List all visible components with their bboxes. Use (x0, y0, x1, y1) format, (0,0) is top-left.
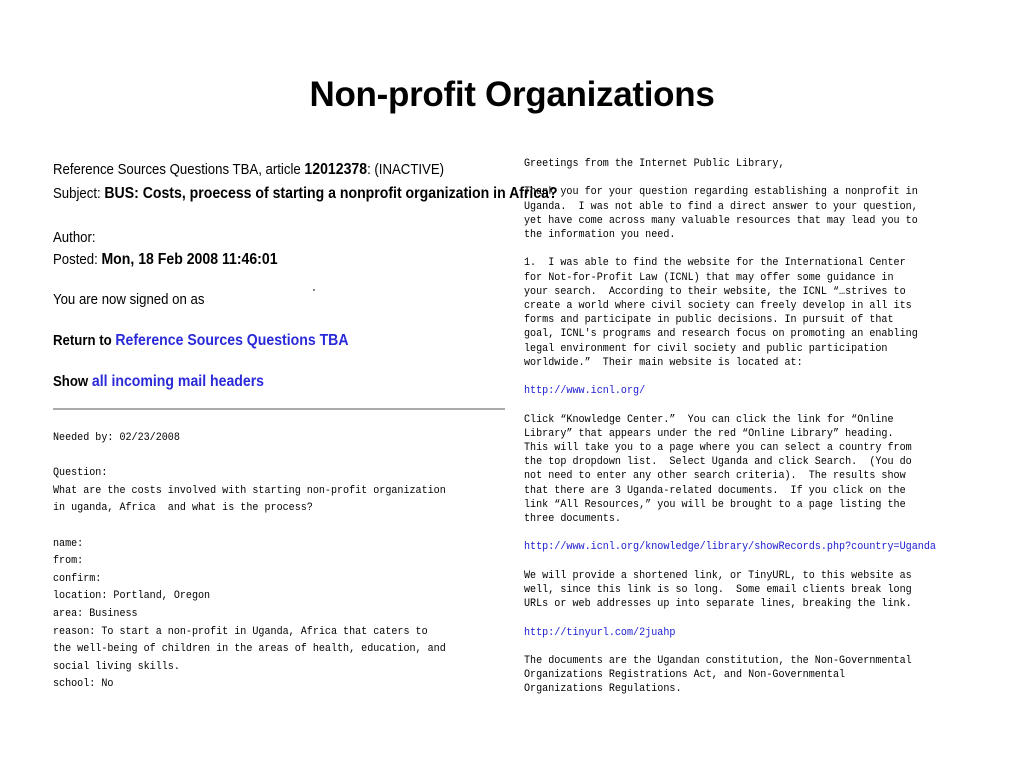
slide-title: Non-profit Organizations (309, 75, 715, 114)
posted-label: Posted: (53, 251, 102, 268)
signed-on-line (53, 290, 204, 309)
response-line: We will provide a shortened link, or TinyURL, to this website as (524, 569, 912, 582)
response-url-link[interactable]: http://tinyurl.com/2juahp (524, 626, 676, 639)
response-line (524, 398, 915, 412)
response-line: The documents are the Ugandan constitution, the Non-Governmental (524, 654, 912, 667)
posted-date: Mon, 18 Feb 2008 11:46:01 (101, 251, 278, 268)
question-line: Question: (53, 467, 108, 480)
subject-value: BUS: Costs, proecess of starting a nonprofit organization in Africa? (104, 185, 558, 202)
question-line: the well-being of children in the areas of health, education, and (53, 643, 446, 656)
article-reference-prefix: Reference Sources Questions TBA, article (53, 161, 305, 178)
question-line: reason: To start a non-profit in Uganda, Africa that caters to (53, 625, 428, 638)
response-link-line (524, 626, 915, 640)
response-line: the information you need. (524, 229, 676, 241)
response-line: goal, ICNL's programs and research focus on promoting an enabling (524, 328, 918, 341)
return-line (53, 331, 349, 350)
question-line: social living skills. (53, 660, 180, 673)
response-line: Uganda. I was not able to find a direct answer to your question, (524, 200, 918, 213)
response-line: Library” that appears under the red “Online Library” heading. (524, 427, 894, 440)
question-line: school: No (53, 678, 114, 691)
response-line (524, 370, 915, 384)
subject-line (53, 184, 558, 203)
response-line (524, 526, 915, 540)
author-line (53, 228, 96, 247)
response-link-line (524, 540, 936, 554)
response-line: the top dropdown list. Select Uganda and click Search. (You do (524, 456, 912, 469)
response-line: three documents. (524, 513, 621, 526)
response-line (524, 171, 915, 185)
signed-on-text: You are now signed on as (53, 291, 205, 308)
response-line: Organizations Registrations Act, and Non-Governmental (524, 669, 846, 682)
response-line: for Not-for-Profit Law (ICNL) that may offer some guidance in (524, 271, 894, 284)
show-label: Show (53, 373, 92, 390)
response-line: Thank you for your question regarding establishing a nonprofit in (524, 186, 918, 199)
response-line (524, 242, 915, 256)
posted-line (53, 250, 278, 269)
question-line: What are the costs involved with starting non-profit organization (53, 484, 446, 497)
response-url-link[interactable]: http://www.icnl.org/ (524, 385, 646, 398)
response-line: worldwide.” Their main website is located at: (524, 356, 803, 369)
article-number: 12012378 (304, 161, 368, 178)
subject-label: Subject: (53, 185, 105, 202)
question-line: location: Portland, Oregon (53, 590, 211, 603)
question-body (53, 430, 460, 694)
author-label: Author: (53, 229, 96, 246)
response-line: well, since this link is so long. Some email clients break long (524, 584, 912, 596)
response-line: Greetings from the Internet Public Library, (524, 158, 785, 170)
show-line (53, 372, 264, 391)
article-reference (53, 160, 444, 179)
response-link-line (524, 384, 915, 398)
question-line: name: (53, 537, 84, 550)
question-line: in uganda, Africa and what is the process? (53, 502, 313, 515)
article-status: : (INACTIVE) (367, 161, 445, 178)
response-line: your search. According to their website, the ICNL “…strives to (524, 285, 906, 298)
response-line: This will take you to a page where you can select a country from (524, 442, 912, 454)
question-line: Needed by: 02/23/2008 (53, 432, 180, 444)
response-line: link “All Resources,” you will be brought to a page listing the (524, 498, 906, 511)
response-line: 1. I was able to find the website for the International Center (524, 257, 906, 270)
stray-dot (313, 289, 315, 291)
mail-headers-link[interactable]: all incoming mail headers (91, 373, 265, 390)
response-line (524, 640, 915, 654)
response-line (524, 611, 915, 625)
response-url-link[interactable]: http://www.icnl.org/knowledge/library/showRecords.php?country=Uganda (524, 541, 936, 554)
response-line: not need to enter any other search criteria). The results show (524, 470, 906, 483)
response-line: legal environment for civil society and public participation (524, 342, 888, 355)
response-line: that there are 3 Uganda-related documents. If you click on the (524, 484, 906, 497)
response-line: forms and participate in public decisions. In pursuit of that (524, 314, 894, 327)
response-line: Click “Knowledge Center.” You can click the link for “Online (524, 413, 894, 426)
return-label: Return to (53, 332, 116, 349)
question-line: area: Business (53, 607, 138, 620)
question-line (53, 448, 460, 466)
section-divider (53, 408, 505, 410)
response-line: URLs or web addresses up into separate lines, breaking the link. (524, 598, 912, 611)
return-link[interactable]: Reference Sources Questions TBA (115, 332, 349, 349)
response-line: create a world where civil society can freely develop in all its (524, 300, 912, 312)
response-line (524, 555, 915, 569)
library-response (524, 157, 936, 697)
question-line (53, 518, 460, 536)
question-line: confirm: (53, 572, 102, 585)
response-line: Organizations Regulations. (524, 683, 682, 696)
response-line: yet have come across many valuable resources that may lead you to (524, 214, 918, 227)
question-line: from: (53, 555, 84, 568)
